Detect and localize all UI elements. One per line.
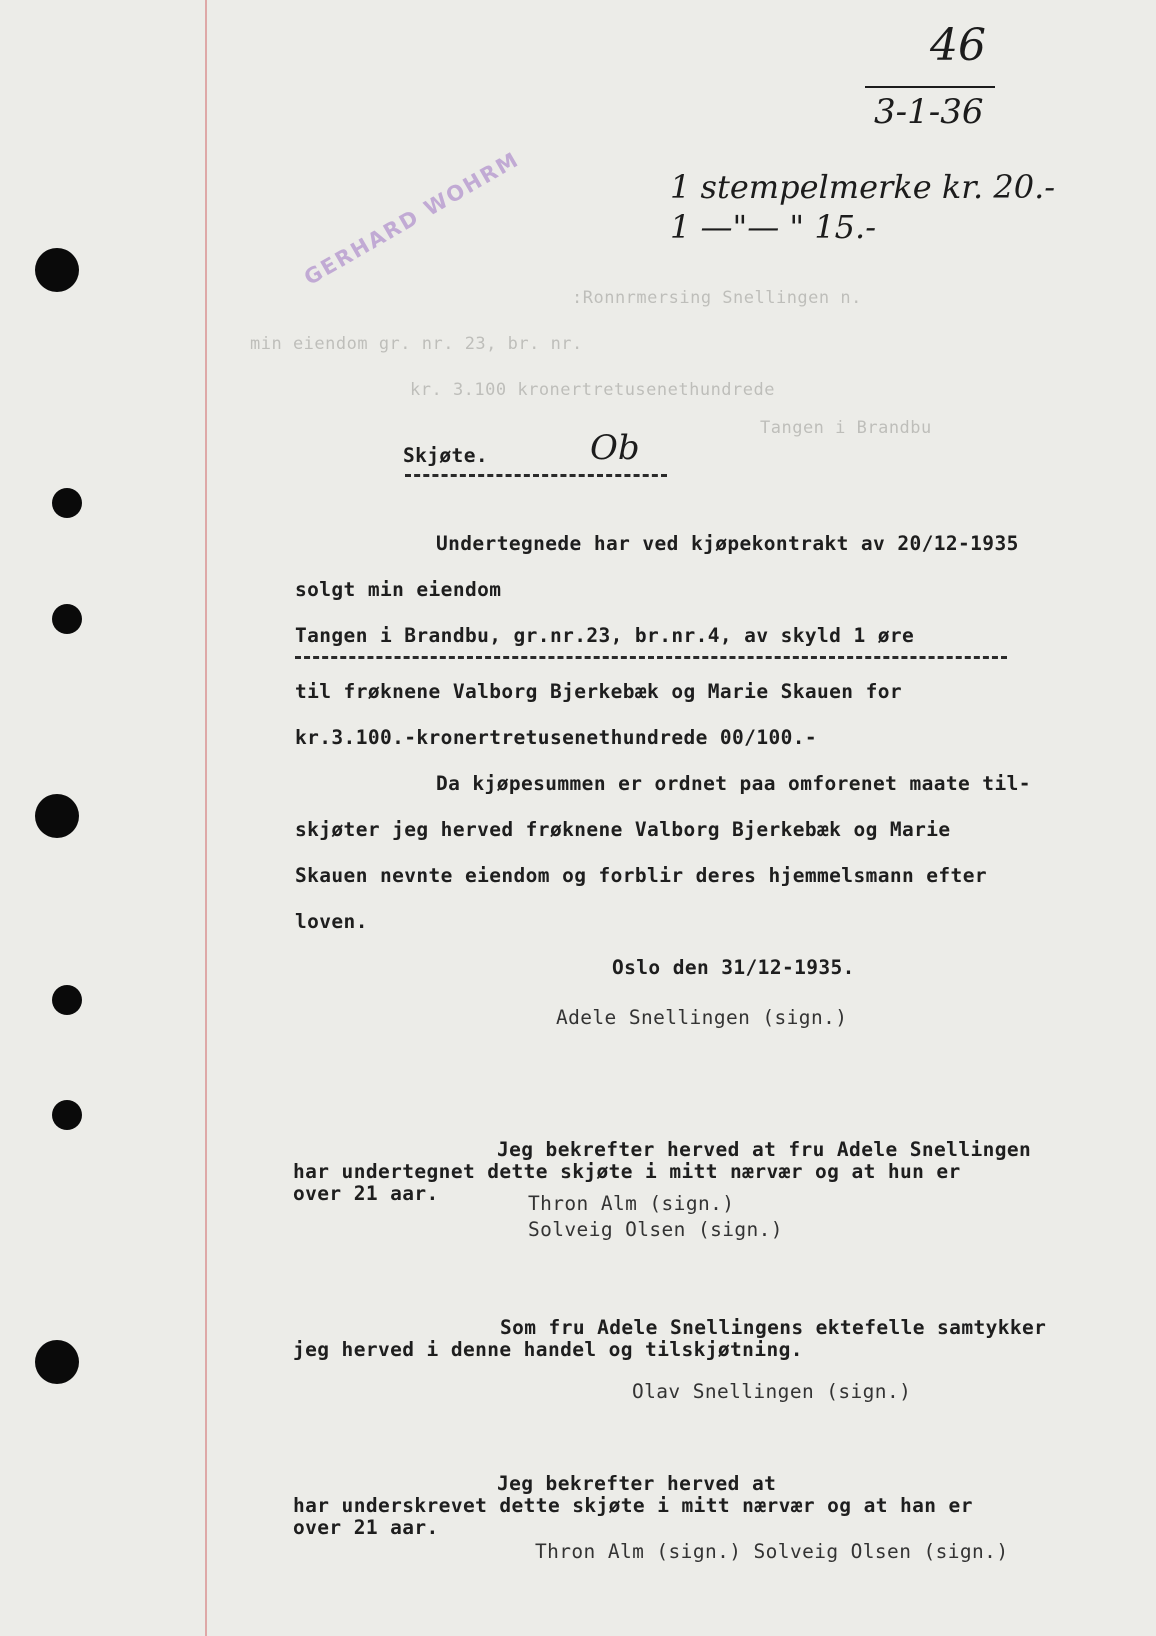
punch-hole (52, 604, 82, 634)
body-line: kr.3.100.-kronertretusenethundrede 00/100.- (295, 726, 818, 749)
punch-hole (52, 488, 82, 518)
witness-signature: Thron Alm (sign.) (528, 1192, 735, 1215)
page-number: 46 (930, 20, 986, 71)
spouse-signature: Olav Snellingen (sign.) (632, 1380, 912, 1403)
punch-hole (35, 794, 79, 838)
place-date: Oslo den 31/12-1935. (612, 956, 855, 979)
witness-line: Jeg bekrefter herved at fru Adele Snellingen (497, 1138, 1032, 1161)
body-line: loven. (295, 910, 368, 933)
handwritten-date: 3-1-36 (874, 92, 984, 132)
witness-signatures: Thron Alm (sign.) Solveig Olsen (sign.) (535, 1540, 1009, 1563)
consent-line: Som fru Adele Snellingens ektefelle samtykker (500, 1316, 1047, 1339)
body-line: solgt min eiendom (295, 578, 502, 601)
body-line: til frøknene Valborg Bjerkebæk og Marie Skauen for (295, 680, 902, 703)
gerhard-stamp: GERHARD WOHRM (300, 147, 524, 290)
ghost-text-line: min eiendom gr. nr. 23, br. nr. (250, 334, 583, 354)
page-number-underline (865, 86, 995, 88)
punch-hole (52, 1100, 82, 1130)
document-title: Skjøte. (403, 444, 488, 467)
body-line: Skauen nevnte eiendom og forblir deres hjemmelsmann efter (295, 864, 987, 887)
witness-signature: Solveig Olsen (sign.) (528, 1218, 783, 1241)
body-line: Undertegnede har ved kjøpekontrakt av 20/12-1935 (436, 532, 1019, 555)
seller-signature: Adele Snellingen (sign.) (556, 1006, 848, 1029)
punch-hole (35, 1340, 79, 1384)
body-line: Da kjøpesummen er ordnet paa omforenet maate til- (436, 772, 1031, 795)
property-line: Tangen i Brandbu, gr.nr.23, br.nr.4, av skyld 1 øre (295, 624, 915, 647)
witness-line: Jeg bekrefter herved at (497, 1472, 777, 1495)
ghost-text-line: :Ronnrmersing Snellingen n. (572, 288, 862, 308)
punch-hole (52, 985, 82, 1015)
witness-line: har underskrevet dette skjøte i mitt nærvær og at han er (293, 1494, 973, 1517)
stamp-fee-line-2: 1 —"— " 15.- (670, 208, 877, 246)
handwritten-initials: Ob (590, 428, 640, 468)
punch-hole (35, 248, 79, 292)
consent-line: jeg herved i denne handel og tilskjøtning. (293, 1338, 803, 1361)
property-underline (295, 656, 1007, 659)
witness-line: har undertegnet dette skjøte i mitt nærvær og at hun er (293, 1160, 961, 1183)
ghost-text-line: Tangen i Brandbu (760, 418, 932, 438)
title-underline (405, 474, 667, 477)
ghost-text-line: kr. 3.100 kronertretusenethundrede (410, 380, 775, 400)
witness-line: over 21 aar. (293, 1182, 439, 1205)
witness-line: over 21 aar. (293, 1516, 439, 1539)
margin-line (205, 0, 207, 1636)
body-line: skjøter jeg herved frøknene Valborg Bjerkebæk og Marie (295, 818, 951, 841)
stamp-fee-line-1: 1 stempelmerke kr. 20.- (670, 168, 1056, 206)
